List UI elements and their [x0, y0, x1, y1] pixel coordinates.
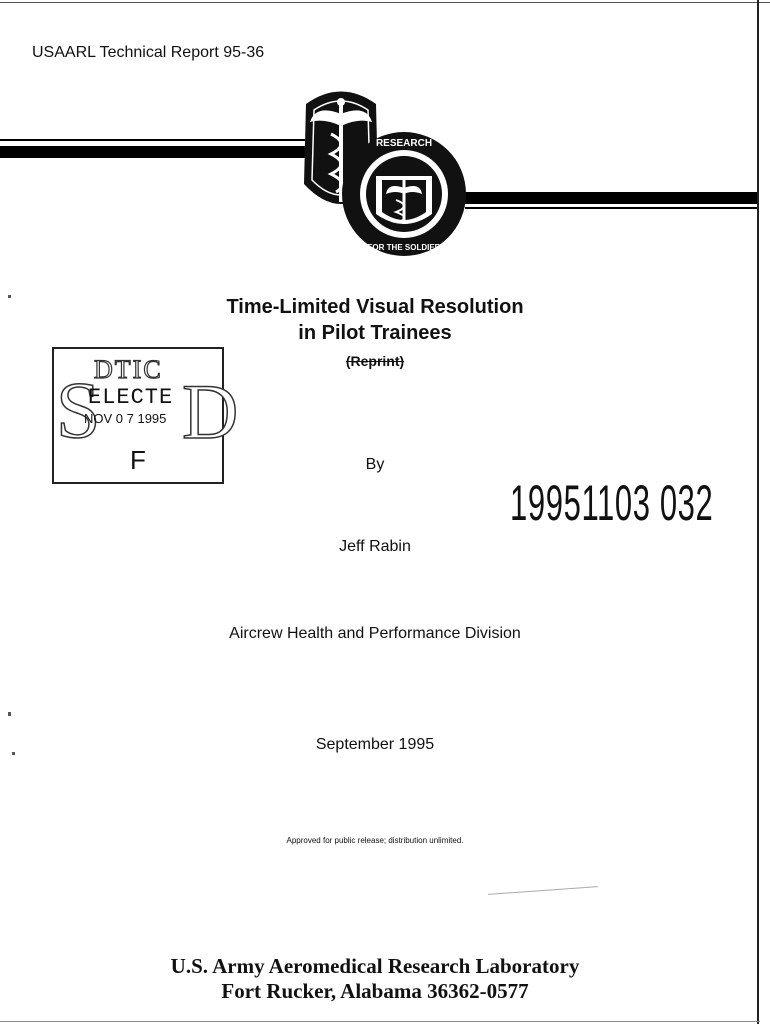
release-statement: Approved for public release; distribution unlimited.: [286, 836, 464, 845]
division-name: Aircrew Health and Performance Division: [229, 625, 521, 642]
page-border-bottom: [0, 1021, 760, 1022]
header-rule-right: [465, 192, 757, 204]
dtic-electe-stamp: [52, 347, 239, 484]
page-border-right: [757, 0, 759, 1024]
scan-artifact: [8, 295, 11, 298]
author-name: Jeff Rabin: [339, 538, 411, 555]
laboratory-name: U.S. Army Aeromedical Research Laboratory: [170, 954, 580, 978]
stamp-dtic-text: DTIC: [94, 355, 163, 384]
svg-text:RESEARCH: RESEARCH: [375, 138, 433, 149]
usaarl-emblem-logo: [296, 84, 471, 259]
byline-by: By: [365, 456, 385, 473]
scan-artifact: [488, 886, 598, 895]
header-rule-thin-right: [465, 207, 757, 209]
stamp-letter-d: D: [182, 368, 239, 455]
accession-number: 19951103 032: [510, 475, 714, 531]
laboratory-address: Fort Rucker, Alabama 36362-0577: [221, 979, 529, 1003]
report-title-line-1: Time-Limited Visual Resolution: [226, 296, 524, 318]
report-title-line-2: in Pilot Trainees: [298, 322, 452, 344]
header-rule-left: [0, 146, 305, 158]
reprint-label-struck: (Reprint): [345, 353, 405, 369]
publication-date: September 1995: [315, 736, 435, 753]
stamp-letter-s: S: [56, 367, 101, 455]
scan-artifact: [8, 712, 11, 716]
stamp-electe-text: ELECTE: [88, 385, 174, 410]
svg-text:FOR THE SOLDIER: FOR THE SOLDIER: [367, 243, 441, 252]
report-number: USAARL Technical Report 95-36: [32, 44, 265, 61]
header-rule-thin-left: [0, 139, 305, 141]
page-border-top: [0, 2, 770, 3]
scan-artifact: [12, 752, 15, 755]
stamp-grade: F: [130, 445, 146, 475]
stamp-date: NOV 0 7 1995: [84, 411, 167, 426]
